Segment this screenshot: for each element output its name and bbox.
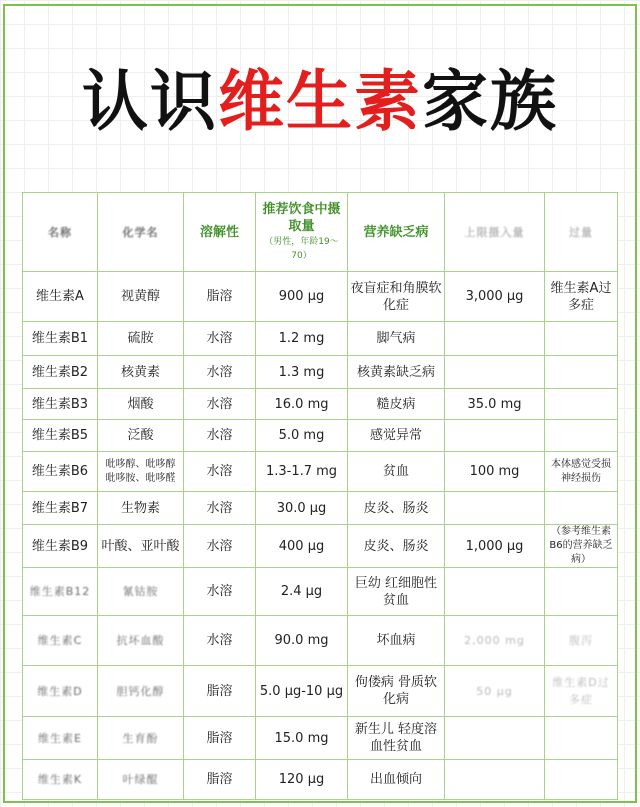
solubility-cell: 水溶 — [184, 322, 256, 356]
vitamin-name-cell: 维生素B5 — [23, 420, 98, 452]
upper-limit-cell — [445, 568, 545, 616]
solubility-cell: 水溶 — [184, 525, 256, 568]
solubility-cell: 脂溶 — [184, 272, 256, 322]
vitamin-name-cell: 维生素B2 — [23, 356, 98, 389]
table-row — [23, 568, 618, 616]
overdose-cell — [545, 492, 618, 525]
title-part-3: 家族 — [422, 63, 558, 140]
table-row — [23, 322, 618, 356]
vitamin-name-cell: 维生素E — [23, 717, 98, 760]
solubility-cell: 脂溶 — [184, 666, 256, 717]
table-row — [23, 452, 618, 492]
header-name: 名称 — [23, 193, 98, 272]
solubility-cell: 水溶 — [184, 492, 256, 525]
vitamin-name-cell: 维生素A — [23, 272, 98, 322]
upper-limit-cell: 2,000 mg — [445, 616, 545, 666]
chemical-name-cell: 叶绿醌 — [98, 760, 184, 800]
intake-cell: 90.0 mg — [256, 616, 348, 666]
solubility-cell: 水溶 — [184, 616, 256, 666]
intake-cell: 2.4 µg — [256, 568, 348, 616]
vitamin-name-cell: 维生素B7 — [23, 492, 98, 525]
deficiency-cell: 脚气病 — [348, 322, 445, 356]
solubility-cell: 水溶 — [184, 389, 256, 420]
upper-limit-cell — [445, 420, 545, 452]
overdose-cell — [545, 568, 618, 616]
upper-limit-cell — [445, 322, 545, 356]
overdose-cell — [545, 420, 618, 452]
upper-limit-cell — [445, 717, 545, 760]
table-row — [23, 717, 618, 760]
header-intake-main: 推荐饮食中摄取量 — [262, 202, 341, 234]
chemical-name-cell: 生育酚 — [98, 717, 184, 760]
chemical-name-cell: 硫胺 — [98, 322, 184, 356]
chemical-name-cell: 生物素 — [98, 492, 184, 525]
header-intake — [256, 193, 348, 272]
overdose-cell — [545, 322, 618, 356]
table-header-row — [23, 193, 618, 272]
upper-limit-cell — [445, 492, 545, 525]
chemical-name-cell: 泛酸 — [98, 420, 184, 452]
intake-cell: 15.0 mg — [256, 717, 348, 760]
upper-limit-cell: 100 mg — [445, 452, 545, 492]
intake-cell: 1.3 mg — [256, 356, 348, 389]
title-part-2: 维生素 — [218, 63, 422, 140]
upper-limit-cell: 50 µg — [445, 666, 545, 717]
intake-cell: 120 µg — [256, 760, 348, 800]
deficiency-cell: 糙皮病 — [348, 389, 445, 420]
overdose-cell: 维生素D过多症 — [545, 666, 618, 717]
table-row — [23, 525, 618, 568]
deficiency-cell: 夜盲症和角膜软化症 — [348, 272, 445, 322]
vitamin-name-cell: 维生素B3 — [23, 389, 98, 420]
solubility-cell: 水溶 — [184, 420, 256, 452]
header-solubility: 溶解性 — [184, 193, 256, 272]
solubility-cell: 脂溶 — [184, 717, 256, 760]
upper-limit-cell: 1,000 µg — [445, 525, 545, 568]
intake-cell: 1.3-1.7 mg — [256, 452, 348, 492]
table-row — [23, 616, 618, 666]
vitamin-name-cell: 维生素B6 — [23, 452, 98, 492]
deficiency-cell: 佝偻病 骨质软化病 — [348, 666, 445, 717]
deficiency-cell: 皮炎、肠炎 — [348, 525, 445, 568]
chemical-name-cell: 核黄素 — [98, 356, 184, 389]
upper-limit-cell: 35.0 mg — [445, 389, 545, 420]
solubility-cell: 水溶 — [184, 568, 256, 616]
intake-cell: 900 µg — [256, 272, 348, 322]
intake-cell: 1.2 mg — [256, 322, 348, 356]
overdose-cell — [545, 356, 618, 389]
intake-cell: 5.0 mg — [256, 420, 348, 452]
deficiency-cell: 皮炎、肠炎 — [348, 492, 445, 525]
header-deficiency: 营养缺乏病 — [348, 193, 445, 272]
header-chemical: 化学名 — [98, 193, 184, 272]
deficiency-cell: 坏血病 — [348, 616, 445, 666]
intake-cell: 30.0 µg — [256, 492, 348, 525]
table-row — [23, 389, 618, 420]
chemical-name-cell: 烟酸 — [98, 389, 184, 420]
upper-limit-cell: 3,000 µg — [445, 272, 545, 322]
chemical-name-cell: 氰钴胺 — [98, 568, 184, 616]
table-row — [23, 760, 618, 800]
solubility-cell: 水溶 — [184, 356, 256, 389]
vitamin-name-cell: 维生素B9 — [23, 525, 98, 568]
vitamin-table — [22, 192, 618, 800]
table-row — [23, 420, 618, 452]
chemical-name-cell: 视黄醇 — [98, 272, 184, 322]
intake-cell: 16.0 mg — [256, 389, 348, 420]
overdose-cell — [545, 760, 618, 800]
deficiency-cell: 感觉异常 — [348, 420, 445, 452]
deficiency-cell: 核黄素缺乏病 — [348, 356, 445, 389]
table-row — [23, 272, 618, 322]
header-overdose: 过量 — [545, 193, 618, 272]
intake-cell: 5.0 µg-10 µg — [256, 666, 348, 717]
chemical-name-cell: 胆钙化醇 — [98, 666, 184, 717]
vitamin-name-cell: 维生素D — [23, 666, 98, 717]
vitamin-name-cell: 维生素B12 — [23, 568, 98, 616]
overdose-cell — [545, 389, 618, 420]
solubility-cell: 脂溶 — [184, 760, 256, 800]
overdose-cell: 本体感觉受损 神经损伤 — [545, 452, 618, 492]
solubility-cell: 水溶 — [184, 452, 256, 492]
vitamin-name-cell: 维生素B1 — [23, 322, 98, 356]
chemical-name-cell: 吡哆醇、吡哆醇 吡哆胺、吡哆醛 — [98, 452, 184, 492]
deficiency-cell: 新生儿 轻度溶血性贫血 — [348, 717, 445, 760]
upper-limit-cell — [445, 356, 545, 389]
chemical-name-cell: 抗坏血酸 — [98, 616, 184, 666]
vitamin-name-cell: 维生素K — [23, 760, 98, 800]
page-title — [0, 62, 640, 142]
table-row — [23, 356, 618, 389]
overdose-cell: 维生素A过多症 — [545, 272, 618, 322]
overdose-cell — [545, 717, 618, 760]
overdose-cell: （参考维生素B6的营养缺乏病） — [545, 525, 618, 568]
table-row — [23, 492, 618, 525]
header-upper-limit: 上限摄入量 — [445, 193, 545, 272]
chemical-name-cell: 叶酸、亚叶酸 — [98, 525, 184, 568]
deficiency-cell: 巨幼 红细胞性贫血 — [348, 568, 445, 616]
header-intake-sub: （男性，年龄19～70） — [264, 237, 339, 261]
deficiency-cell: 出血倾向 — [348, 760, 445, 800]
vitamin-name-cell: 维生素C — [23, 616, 98, 666]
title-part-1: 认识 — [82, 63, 218, 140]
intake-cell: 400 µg — [256, 525, 348, 568]
table-row — [23, 666, 618, 717]
upper-limit-cell — [445, 760, 545, 800]
deficiency-cell: 贫血 — [348, 452, 445, 492]
overdose-cell: 腹泻 — [545, 616, 618, 666]
